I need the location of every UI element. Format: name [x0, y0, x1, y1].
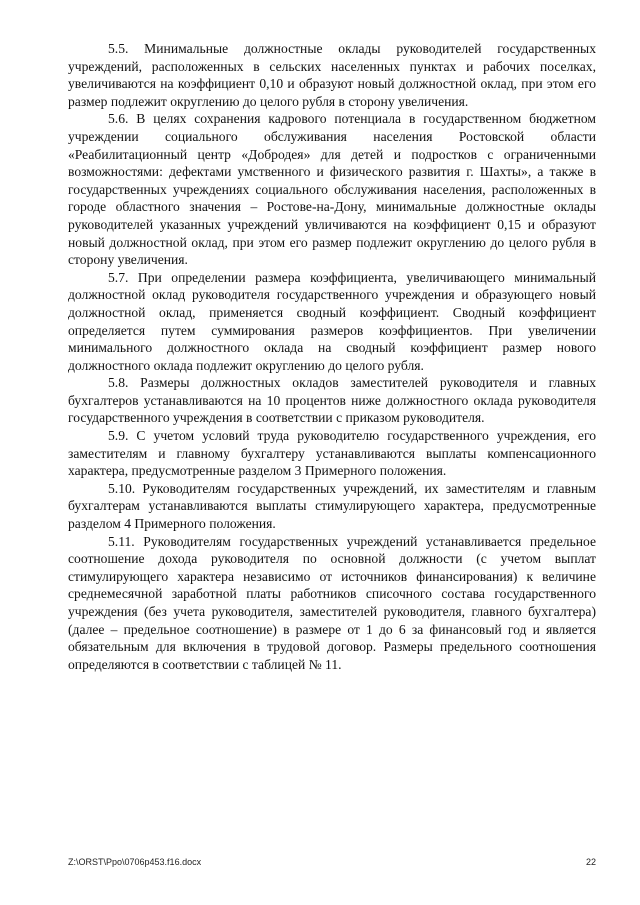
paragraph-5-6: 5.6. В целях сохранения кадрового потенциала в государственном бюджетном учреждении социального обслуживания населения Ростовской области «Реабилитационный центр «Добродея» для детей и подростков с ограниченными возможностями: дефектами умственного и физического развития г. Шахты», а также в государственных учреждениях социального обслуживания населения, расположенных в городе областного значения – Ростове-на-Дону, минимальные должностные оклады руководителей указанных учреждений увличиваются на коэффициент 0,15 и образуют новый должностной оклад, при этом его размер подлежит округлению до целого рубля в сторону увеличения.: [68, 111, 596, 268]
page-footer: [68, 857, 596, 867]
paragraph-5-5: 5.5. Минимальные должностные оклады руководителей государственных учреждений, расположенных в сельских населенных пунктах и рабочих поселках, увеличиваются на коэффициент 0,10 и образуют новый должностной оклад, при этом его размер подлежит округлению до целого рубля в сторону увеличения.: [68, 41, 596, 109]
footer-file-path: Z:\ORST\Ppo\0706p453.f16.docx: [68, 857, 202, 867]
paragraph-5-11: 5.11. Руководителям государственных учреждений устанавливается предельное соотношение дохода руководителя по основной должности (с учетом выплат стимулирующего характера независимо от источников финансирования) к величине среднемесячной заработной платы работников списочного состава государственного учреждения (без учета руководителя, заместителей руководителя, главного бухгалтера) (далее – предельное соотношение) в размере от 1 до 6 за финансовый год и является обязательным для включения в трудовой договор. Размеры предельного соотношения определяются в соответствии с таблицей № 11.: [68, 533, 596, 672]
document-body: [68, 40, 596, 673]
footer-page-number: 22: [585, 857, 596, 867]
paragraph-5-10: 5.10. Руководителям государственных учреждений, их заместителям и главным бухгалтерам устанавливаются выплаты стимулирующего характера, предусмотренные разделом 4 Примерного положения.: [68, 480, 596, 532]
paragraph-5-7: 5.7. При определении размера коэффициента, увеличивающего минимальный должностной оклад руководителя государственного учреждения и образующего новый должностной оклад, применяется сводный коэффициент. Сводный коэффициент определяется путем суммирования размеров коэффициентов. При увеличении минимального должностного оклада на сводный коэффициент размер нового должностного оклада подлежит округлению до целого рубля.: [68, 269, 596, 373]
paragraph-5-8: 5.8. Размеры должностных окладов заместителей руководителя и главных бухгалтеров устанавливаются на 10 процентов ниже должностного оклада руководителя государственного учреждения в соответствии с приказом руководителя.: [68, 375, 596, 426]
paragraph-5-9: 5.9. С учетом условий труда руководителю государственного учреждения, его заместителям и главному бухгалтеру устанавливаются выплаты компенсационного характера, предусмотренные разделом 3 Примерного положения.: [68, 428, 596, 479]
